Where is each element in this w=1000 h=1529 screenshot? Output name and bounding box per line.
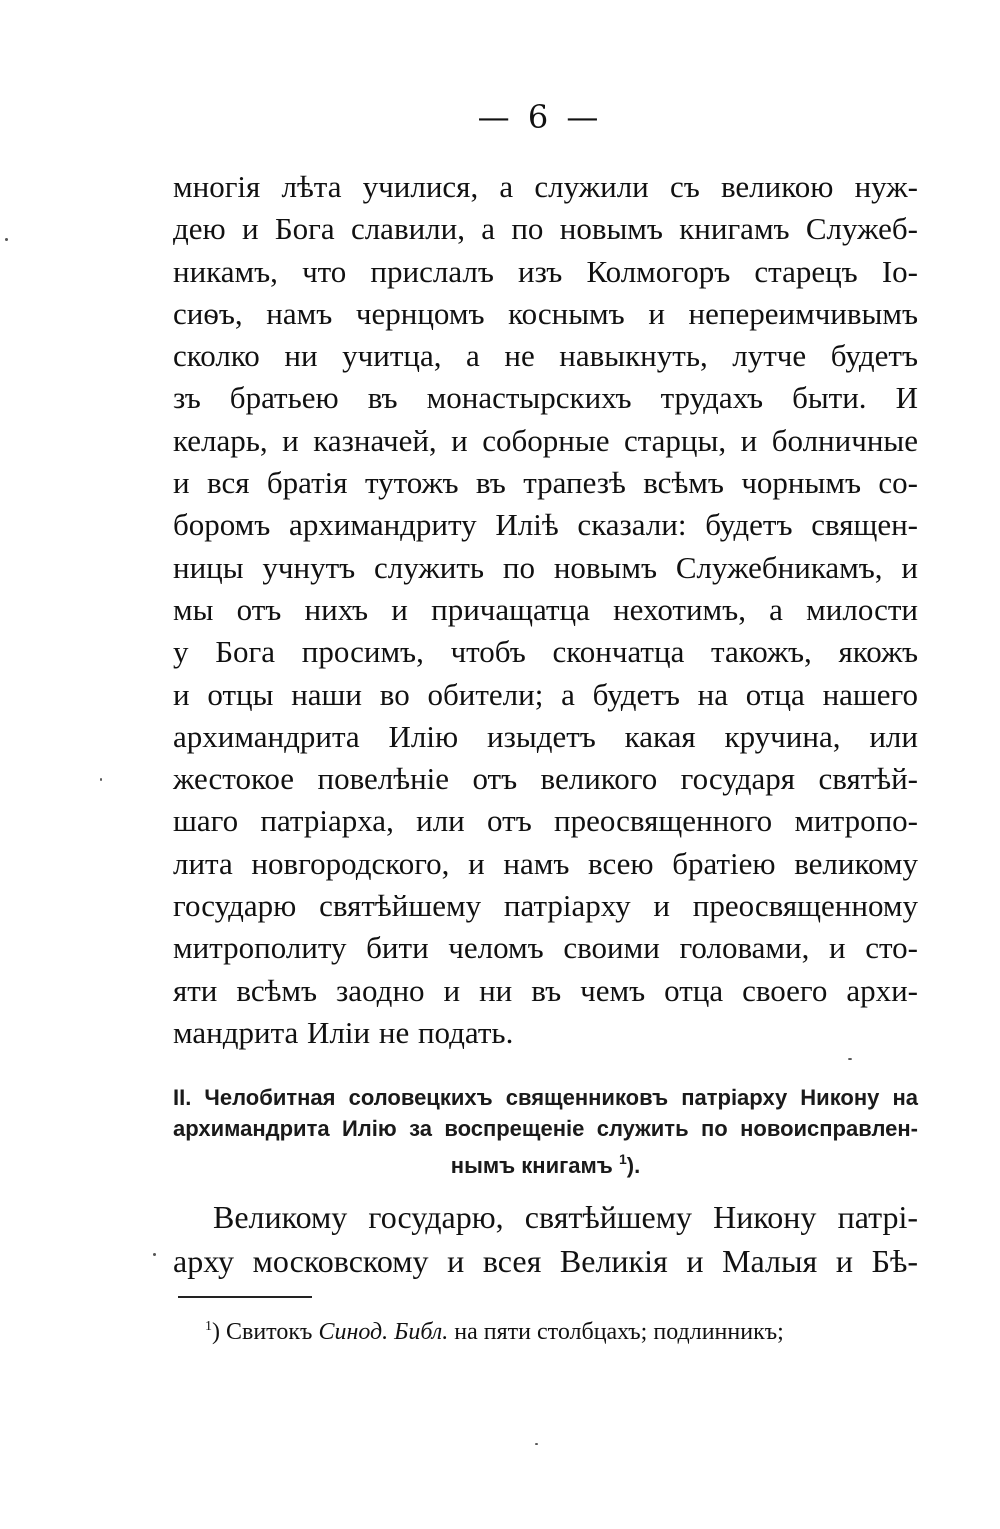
text-line: митрополиту бити челомъ своими головами, и сто-	[173, 930, 918, 966]
text-line: келарь, и казначей, и соборные старцы, и болничные	[173, 422, 918, 458]
print-speck	[5, 238, 8, 241]
print-speck	[100, 778, 102, 781]
text-line: никамъ, что прислалъ изъ Колмогоръ старецъ Іо-	[173, 253, 918, 289]
print-speck	[153, 1253, 156, 1256]
print-speck	[535, 1443, 538, 1445]
footnote-divider	[178, 1296, 312, 1298]
section-heading-block	[173, 1082, 918, 1181]
section-heading	[173, 1082, 918, 1181]
heading-line: II. Челобитная соловецкихъ священниковъ патріарху Никону на	[173, 1085, 918, 1110]
footnote-text-prefix: Свитокъ	[220, 1319, 319, 1345]
footnote-reference: 1	[618, 1151, 627, 1167]
text-line: боромъ архимандриту Иліѣ сказали: будетъ священ-	[173, 507, 918, 543]
body-paragraph	[173, 166, 918, 1054]
footnote-citation: Синод. Библ.	[318, 1319, 449, 1345]
text-line: зъ братьею въ монастырскихъ трудахъ быти. И	[173, 380, 918, 416]
address-line: арху московскому и всея Великія и Малыя и Бѣ-	[173, 1243, 918, 1279]
page-number: — 6 —	[477, 98, 603, 136]
text-line: многія лѣта училися, а служили съ великою нуж-	[173, 169, 918, 204]
document-address	[173, 1195, 918, 1283]
text-line: государю святѣйшему патріарху и преосвященному	[173, 888, 918, 924]
text-line: архимандрита Илію изыдетъ какая кручина, или	[173, 718, 918, 754]
text-line: шаго патріарха, или отъ преосвященного митропо-	[173, 803, 918, 839]
text-line: дею и Бога славили, а по новымъ книгамъ Служеб-	[173, 211, 918, 247]
text-line: лита новгородского, и намъ всею братіею великому	[173, 845, 918, 881]
address-line: Великому государю, святѣйшему Никону патрі-	[213, 1199, 918, 1235]
print-speck	[848, 1058, 852, 1060]
footnote-text-suffix: на пяти столбцахъ; подлинникъ;	[448, 1319, 784, 1345]
footnote	[205, 1312, 925, 1347]
text-line: ницы учнутъ служить по новымъ Служебникамъ, и	[173, 549, 918, 585]
text-line: у Бога просимъ, чтобъ скончатца такожъ, якожъ	[173, 634, 918, 670]
text-line: мандрита Иліи не подать.	[173, 1014, 514, 1050]
heading-line: архимандрита Илію за воспрещеніе служить по новоисправлен-	[173, 1116, 918, 1141]
text-line: жестокое повелѣніе отъ великого государя святѣй-	[173, 761, 918, 797]
text-line: и вся братія тутожъ въ трапезѣ всѣмъ чорнымъ со-	[173, 465, 918, 501]
text-line: сиѳъ, намъ чернцомъ коснымъ и непереимчивымъ	[173, 295, 918, 331]
text-line: мы отъ нихъ и причащатца нехотимъ, а милости	[173, 591, 918, 627]
footnote-marker: 1	[205, 1319, 212, 1334]
text-line: яти всѣмъ заодно и ни въ чемъ отца своего архи-	[173, 972, 918, 1008]
heading-line-text: нымъ книгамъ	[450, 1153, 613, 1178]
heading-tail: ).	[626, 1153, 641, 1178]
heading-line	[173, 1144, 918, 1181]
footnote-marker-paren: )	[212, 1319, 220, 1345]
text-line: сколко ни учитца, а не навыкнуть, лутче будетъ	[173, 338, 918, 374]
text-line: и отцы наши во обители; а будетъ на отца нашего	[173, 676, 918, 712]
